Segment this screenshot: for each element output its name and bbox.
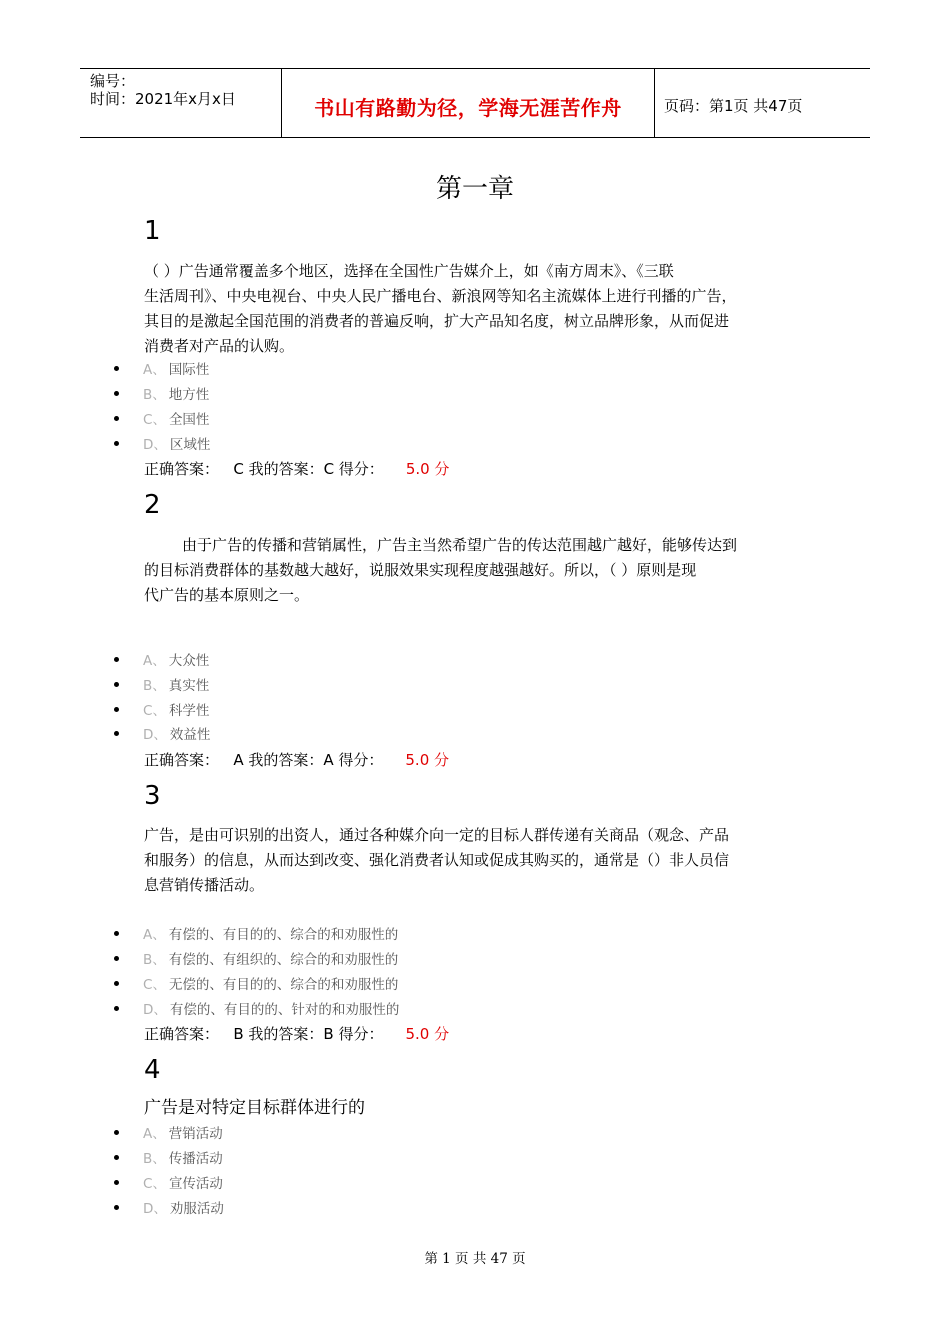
bullet-icon bbox=[114, 391, 119, 396]
answer-value: C 我的答案：C 得分： bbox=[233, 460, 384, 478]
bullet-icon bbox=[114, 1205, 119, 1210]
option-d[interactable]: D、 区域性 bbox=[114, 434, 210, 456]
score: 5.0 分 bbox=[405, 751, 450, 769]
bullet-icon bbox=[114, 682, 119, 687]
option-b[interactable]: B、 真实性 bbox=[114, 675, 209, 697]
question-number: 3 bbox=[144, 781, 161, 811]
option-text: 劝服活动 bbox=[169, 1201, 224, 1217]
chapter-title: 第一章 bbox=[435, 174, 514, 204]
question-text bbox=[144, 259, 810, 359]
option-text: 有偿的、有组织的、综合的和劝服性的 bbox=[168, 952, 399, 968]
option-c[interactable]: C、 科学性 bbox=[114, 700, 209, 722]
bullet-icon bbox=[114, 416, 119, 421]
question-number: 1 bbox=[144, 216, 161, 246]
option-text: 效益性 bbox=[169, 727, 211, 743]
option-a[interactable]: A、 有偿的、有目的的、综合的和劝服性的 bbox=[114, 924, 398, 946]
motto: 书山有路勤为径，学海无涯苦作舟 bbox=[314, 96, 622, 120]
question-line: 广告，是由可识别的出资人，通过各种媒介向一定的目标人群传递有关商品（观念、产品 bbox=[144, 826, 730, 844]
header-page-cell bbox=[655, 69, 870, 137]
option-b[interactable]: B、 传播活动 bbox=[114, 1148, 223, 1170]
bullet-icon bbox=[114, 1006, 119, 1011]
answer-label: 正确答案： bbox=[144, 460, 220, 478]
page-footer: 第 1 页 共 47 页 bbox=[424, 1251, 526, 1267]
answer-label: 正确答案： bbox=[144, 1025, 220, 1043]
option-a[interactable]: A、 国际性 bbox=[114, 359, 209, 381]
bullet-icon bbox=[114, 1155, 119, 1160]
question-line: 广告是对特定目标群体进行的 bbox=[144, 1098, 365, 1118]
header-meta-cell bbox=[80, 69, 280, 137]
score: 5.0 分 bbox=[405, 460, 450, 478]
question-line: （ ）广告通常覆盖多个地区，选择在全国性广告媒介上，如《南方周末》、《三联 bbox=[144, 262, 674, 280]
option-d[interactable]: D、 效益性 bbox=[114, 724, 210, 746]
question-line: 和服务）的信息，从而达到改变、强化消费者认知或促成其购买的，通常是（）非人员信 bbox=[144, 851, 730, 869]
option-text: 区域性 bbox=[169, 437, 211, 453]
header-motto-cell bbox=[281, 69, 655, 137]
question-line: 代广告的基本原则之一。 bbox=[144, 586, 310, 604]
option-text: 无偿的、有目的的、综合的和劝服性的 bbox=[168, 977, 399, 993]
option-text: 科学性 bbox=[168, 703, 210, 719]
bullet-icon bbox=[114, 657, 119, 662]
option-a[interactable]: A、 营销活动 bbox=[114, 1123, 223, 1145]
question-text bbox=[144, 1096, 810, 1121]
question-line: 息营销传播活动。 bbox=[144, 876, 265, 894]
answer-value: B 我的答案：B 得分： bbox=[233, 1025, 384, 1043]
bullet-icon bbox=[114, 366, 119, 371]
bullet-icon bbox=[114, 956, 119, 961]
option-text: 宣传活动 bbox=[168, 1176, 223, 1192]
option-text: 全国性 bbox=[168, 412, 210, 428]
option-c[interactable]: C、 宣传活动 bbox=[114, 1173, 223, 1195]
question-number: 4 bbox=[144, 1055, 161, 1085]
question-line: 的目标消费群体的基数越大越好，说服效果实现程度越强越好。所以，（ ）原则是现 bbox=[144, 561, 697, 579]
option-d[interactable]: D、 有偿的、有目的的、针对的和劝服性的 bbox=[114, 999, 399, 1021]
answer-label: 正确答案： bbox=[144, 751, 220, 769]
answer-line bbox=[144, 749, 449, 771]
option-text: 地方性 bbox=[168, 387, 210, 403]
question-number: 2 bbox=[144, 490, 161, 520]
answer-line bbox=[144, 1023, 449, 1045]
option-b[interactable]: B、 地方性 bbox=[114, 384, 209, 406]
bullet-icon bbox=[114, 707, 119, 712]
option-text: 国际性 bbox=[168, 362, 210, 378]
option-c[interactable]: C、 无偿的、有目的的、综合的和劝服性的 bbox=[114, 974, 398, 996]
option-d[interactable]: D、 劝服活动 bbox=[114, 1198, 224, 1220]
bullet-icon bbox=[114, 1180, 119, 1185]
question-line: 其目的是激起全国范围的消费者的普遍反响，扩大产品知名度，树立品牌形象，从而促进 bbox=[144, 312, 730, 330]
question-text bbox=[144, 533, 810, 608]
score: 5.0 分 bbox=[405, 1025, 450, 1043]
bullet-icon bbox=[114, 731, 119, 736]
question-line: 由于广告的传播和营销属性，广告主当然希望广告的传达范围越广越好，能够传达到 bbox=[182, 536, 738, 554]
option-text: 真实性 bbox=[168, 678, 210, 694]
serial-label: 编号： bbox=[90, 72, 136, 90]
question-line: 生活周刊》、中央电视台、中央人民广播电台、新浪网等知名主流媒体上进行刊播的广告， bbox=[144, 287, 737, 305]
bullet-icon bbox=[114, 931, 119, 936]
date-text: 时间：2021年x月x日 bbox=[90, 90, 236, 108]
option-b[interactable]: B、 有偿的、有组织的、综合的和劝服性的 bbox=[114, 949, 398, 971]
option-a[interactable]: A、 大众性 bbox=[114, 650, 209, 672]
answer-line bbox=[144, 458, 449, 480]
option-text: 有偿的、有目的的、针对的和劝服性的 bbox=[169, 1002, 400, 1018]
bullet-icon bbox=[114, 981, 119, 986]
question-text bbox=[144, 823, 810, 898]
option-text: 大众性 bbox=[168, 653, 210, 669]
option-text: 营销活动 bbox=[168, 1126, 223, 1142]
option-c[interactable]: C、 全国性 bbox=[114, 409, 209, 431]
answer-value: A 我的答案：A 得分： bbox=[233, 751, 384, 769]
bullet-icon bbox=[114, 441, 119, 446]
document-header bbox=[80, 68, 870, 138]
page-info: 页码：第1页 共47页 bbox=[664, 97, 803, 115]
option-text: 传播活动 bbox=[168, 1151, 223, 1167]
option-text: 有偿的、有目的的、综合的和劝服性的 bbox=[168, 927, 399, 943]
bullet-icon bbox=[114, 1130, 119, 1135]
question-line: 消费者对产品的认购。 bbox=[144, 337, 295, 355]
